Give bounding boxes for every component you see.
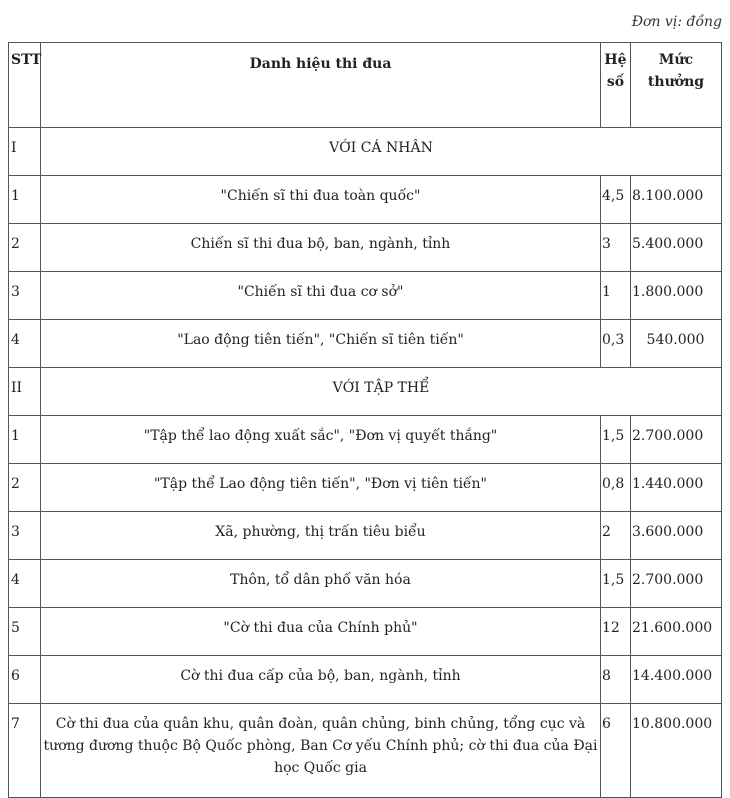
row-stt: 2 [9,464,41,512]
table-row [9,464,722,512]
row-coefficient: 0,3 [601,320,631,368]
row-title: "Tập thể lao động xuất sắc", "Đơn vị quyết thắng" [41,416,601,464]
row-stt: 4 [9,320,41,368]
table-row [9,560,722,608]
row-stt: 3 [9,272,41,320]
row-coefficient: 1,5 [601,416,631,464]
row-coefficient: 4,5 [601,176,631,224]
table-row [9,224,722,272]
table-row [9,512,722,560]
header-coefficient-line2: số [606,74,625,90]
row-title: "Chiến sĩ thi đua toàn quốc" [41,176,601,224]
row-title: "Tập thể Lao động tiên tiến", "Đơn vị tiên tiến" [41,464,601,512]
row-coefficient: 3 [601,224,631,272]
row-stt: 2 [9,224,41,272]
table-row [9,656,722,704]
row-amount: 8.100.000 [631,176,722,224]
reward-table [8,42,722,798]
table-row [9,272,722,320]
table-row [9,176,722,224]
row-amount: 2.700.000 [631,560,722,608]
row-title: "Lao động tiên tiến", "Chiến sĩ tiên tiến" [41,320,601,368]
row-coefficient: 1 [601,272,631,320]
row-amount: 21.600.000 [631,608,722,656]
row-stt: 7 [9,704,41,798]
row-amount: 2.700.000 [631,416,722,464]
table-header-row [9,43,722,128]
row-stt: 1 [9,416,41,464]
row-amount: 540.000 [631,320,722,368]
header-amount-line1: Mức [658,52,694,68]
row-coefficient: 6 [601,704,631,798]
row-title: Thôn, tổ dân phố văn hóa [41,560,601,608]
row-coefficient: 0,8 [601,464,631,512]
row-amount: 14.400.000 [631,656,722,704]
row-title: Xã, phường, thị trấn tiêu biểu [41,512,601,560]
row-coefficient: 1,5 [601,560,631,608]
row-amount: 1.800.000 [631,272,722,320]
row-stt: 5 [9,608,41,656]
header-name: Danh hiệu thi đua [41,43,601,128]
table-row [9,704,722,798]
row-amount: 1.440.000 [631,464,722,512]
row-stt: 6 [9,656,41,704]
row-title: "Cờ thi đua của Chính phủ" [41,608,601,656]
header-amount [631,43,722,128]
table-row [9,320,722,368]
row-stt: II [9,368,41,416]
row-coefficient: 12 [601,608,631,656]
section-row [9,128,722,176]
row-title: Cờ thi đua của quân khu, quân đoàn, quân chủng, binh chủng, tổng cục và tương đương thuộc Bộ Quốc phòng, Ban Cơ yếu Chính phủ; cờ thi đua của Đại học Quốc gia [41,704,601,798]
row-amount: 10.800.000 [631,704,722,798]
header-coefficient-line1: Hệ [604,52,627,68]
row-title: Chiến sĩ thi đua bộ, ban, ngành, tỉnh [41,224,601,272]
row-stt: 4 [9,560,41,608]
row-stt: 1 [9,176,41,224]
row-amount: 5.400.000 [631,224,722,272]
header-stt: STT [9,43,41,128]
section-row [9,368,722,416]
header-coefficient [601,43,631,128]
header-amount-line2: thưởng [647,74,705,90]
row-title: "Chiến sĩ thi đua cơ sở" [41,272,601,320]
row-amount: 3.600.000 [631,512,722,560]
row-stt: 3 [9,512,41,560]
unit-note: Đơn vị: đồng [631,14,722,30]
table-row [9,608,722,656]
table-row [9,416,722,464]
row-title: Cờ thi đua cấp của bộ, ban, ngành, tỉnh [41,656,601,704]
row-coefficient: 2 [601,512,631,560]
section-title: VỚI CÁ NHÂN [41,128,722,176]
row-coefficient: 8 [601,656,631,704]
row-stt: I [9,128,41,176]
section-title: VỚI TẬP THỂ [41,368,722,416]
